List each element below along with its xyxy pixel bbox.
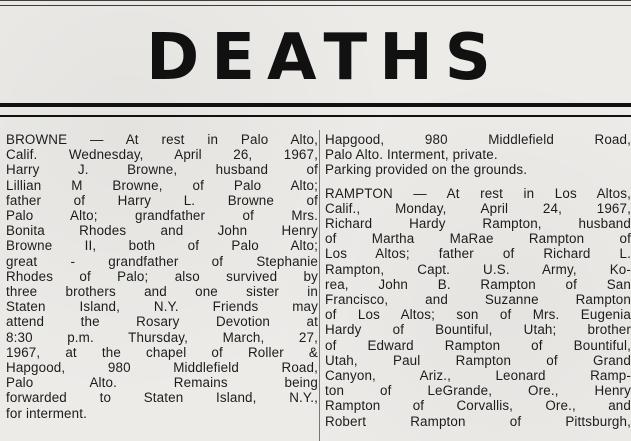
text-line: Francisco, and Suzanne Rampton (325, 292, 631, 308)
top-rule (0, 0, 631, 6)
text-line: Rampton of Corvallis, Ore., and (325, 398, 631, 414)
text-line: Staten Island, N.Y. Friends may (6, 299, 318, 315)
heading-double-rule (0, 103, 631, 117)
text-line: Harry J. Browne, husband of (6, 162, 318, 178)
text-line: Parking provided on the grounds. (325, 162, 528, 178)
text-line: father of Harry L. Browne of (6, 192, 318, 208)
text-line: Lillian M Browne, of Palo Alto; (6, 177, 318, 193)
text-line: Hardy of Bountiful, Utah; brother (325, 322, 631, 338)
section-heading: DEATHS (146, 21, 503, 95)
text-line: of Los Altos; son of Mrs. Eugenia (325, 307, 631, 323)
text-line: of Martha MaRae Rampton of (325, 231, 631, 247)
masthead (0, 16, 631, 102)
text-line: Calif., Monday, April 24, 1967, (325, 200, 631, 216)
spacer (325, 178, 631, 186)
text-line: Utah, Paul Rampton of Grand (325, 352, 631, 368)
obituary-browne (6, 132, 318, 421)
text-line: Bonita Rhodes and John Henry (6, 223, 318, 239)
obituary-column-2 (325, 132, 631, 429)
text-line: Hapgood, 980 Middlefield Road, (6, 360, 318, 376)
text-line: Palo Alto; grandfather of Mrs. (6, 208, 318, 224)
obituary-continuation (325, 132, 631, 178)
text-line: ton of LeGrande, Ore., Henry (325, 383, 631, 399)
text-line: 8:30 p.m. Thursday, March, 27, (6, 329, 318, 345)
text-line: Los Altos; father of Richard L. (325, 246, 631, 262)
text-line: BROWNE — At rest in Palo Alto, (6, 132, 318, 147)
text-line: of Edward Rampton of Bountiful, (325, 337, 631, 353)
text-line: Richard Hardy Rampton, husband (325, 216, 631, 232)
text-line: for interment. (6, 405, 87, 421)
text-line: Rhodes of Palo; also survived by (6, 268, 318, 284)
text-line: RAMPTON — At rest in Los Altos, (325, 185, 631, 201)
text-line: Hapgood, 980 Middlefield Road, (325, 132, 631, 147)
text-line: Rampton, Capt. U.S. Army, Ko- (325, 261, 631, 277)
obituary-rampton (325, 186, 631, 429)
text-line: Canyon, Ariz., Leonard Ramp- (325, 368, 631, 384)
text-line: Browne II, both of Palo Alto; (6, 238, 318, 254)
text-line: Palo Alto. Remains being (6, 375, 318, 391)
text-line: Robert Rampton of Pittsburgh, (325, 413, 631, 429)
text-line: forwarded to Staten Island, N.Y., (6, 390, 318, 406)
column-divider (319, 130, 320, 441)
text-line: 1967, at the chapel of Roller & (6, 344, 318, 360)
text-line: three brothers and one sister in (6, 284, 318, 300)
text-line: Palo Alto. Interment, private. (325, 147, 498, 163)
text-line: attend the Rosary Devotion at (6, 314, 318, 330)
text-line: great - grandfather of Stephanie (6, 253, 318, 269)
text-line: Calif. Wednesday, April 26, 1967, (6, 147, 318, 163)
text-line: rea, John B. Rampton of San (325, 276, 631, 292)
